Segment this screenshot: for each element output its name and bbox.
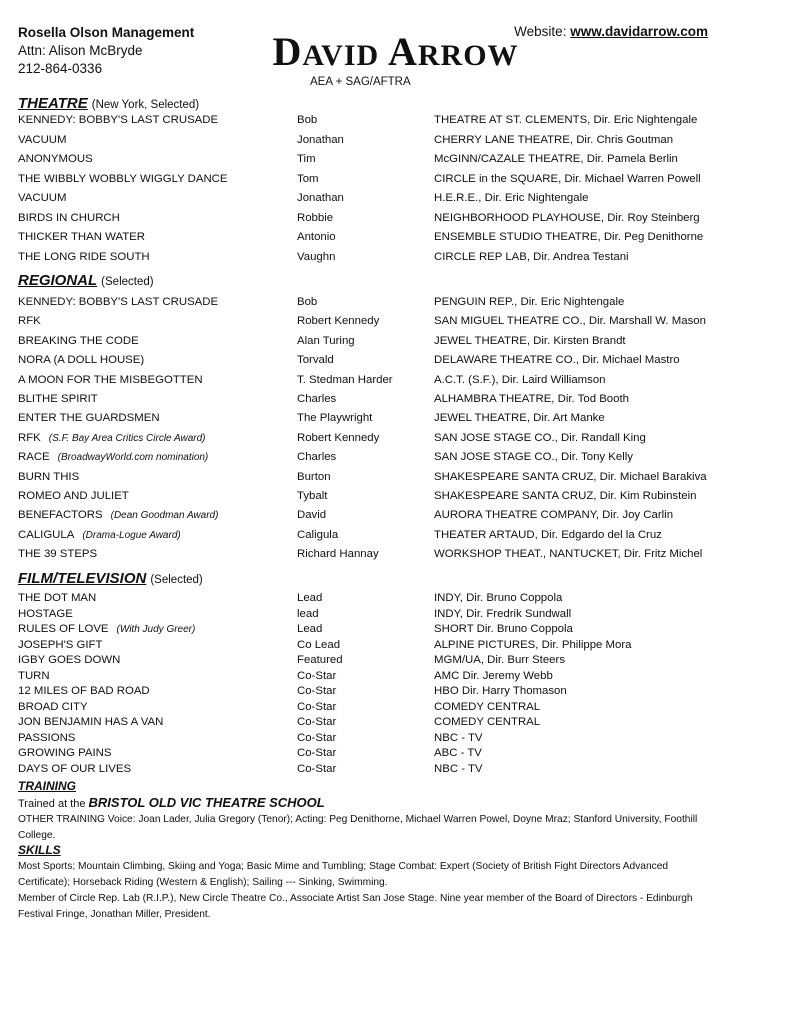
credit-title-text: ROMEO AND JULIET — [18, 490, 129, 502]
credit-title — [18, 529, 181, 541]
credit-title-text: THICKER THAN WATER — [18, 231, 145, 243]
credit-venue: SHORT Dir. Bruno Coppola — [434, 623, 573, 635]
credit-title — [18, 747, 111, 759]
credit-role: Co-Star — [297, 669, 337, 682]
credit-role: Co-Star — [297, 685, 337, 697]
credit-title — [18, 701, 88, 713]
credit-venue: ALHAMBRA THEATRE, Dir. Tod Booth — [434, 393, 629, 405]
credit-title — [18, 134, 67, 146]
credit-role: Tybalt — [297, 490, 328, 502]
credit-role: Bob — [297, 114, 318, 126]
union-affiliations: AEA + SAG/AFTRA — [310, 76, 411, 88]
credit-venue: CIRCLE REP LAB, Dir. Andrea Testani — [434, 250, 629, 263]
credit-role: The Playwright — [297, 412, 373, 425]
credit-note: (Drama-Logue Award) — [82, 529, 181, 541]
credit-role: Co-Star — [297, 700, 337, 713]
name-first-rest: AVID — [302, 39, 380, 72]
credit-role: Burton — [297, 470, 331, 483]
credit-venue: NEIGHBORHOOD PLAYHOUSE, Dir. Roy Steinberg — [434, 211, 700, 224]
credit-title-text: THE LONG RIDE SOUTH — [18, 250, 150, 263]
credit-note: (S.F. Bay Area Critics Circle Award) — [48, 432, 206, 444]
credit-title-text: DAYS OF OUR LIVES — [18, 762, 132, 775]
credit-title — [18, 592, 96, 604]
credit-role: Vaughn — [297, 250, 336, 263]
credit-venue: ALPINE PICTURES, Dir. Philippe Mora — [434, 638, 632, 651]
credit-note: (Dean Goodman Award) — [110, 510, 219, 522]
credit-title — [18, 173, 228, 185]
credit-venue: ENSEMBLE STUDIO THEATRE, Dir. Peg Denithorne — [434, 231, 704, 243]
credit-title — [18, 623, 195, 635]
credit-role: Co-Star — [297, 747, 337, 759]
credit-title — [18, 639, 102, 651]
credit-title — [18, 251, 150, 263]
credit-venue: WORKSHOP THEAT., NANTUCKET, Dir. Fritz Michel — [434, 548, 703, 561]
credit-title-text: ENTER THE GUARDSMEN — [18, 412, 160, 425]
credit-title-text: BROAD CITY — [18, 700, 88, 713]
credit-title — [18, 212, 120, 224]
credit-venue: HBO Dir. Harry Thomason — [434, 685, 567, 697]
credit-title — [18, 192, 67, 204]
credit-title-text: VACUUM — [18, 192, 67, 204]
credit-title — [18, 490, 129, 502]
credit-venue: A.C.T. (S.F.), Dir. Laird Williamson — [434, 373, 606, 386]
credit-venue: SAN MIGUEL THEATRE CO., Dir. Marshall W. Mason — [434, 315, 706, 328]
actor-name — [0, 28, 791, 75]
credit-title-text: BURN THIS — [18, 470, 80, 483]
name-first-initial: D — [272, 29, 303, 74]
credit-title-text: A MOON FOR THE MISBEGOTTEN — [18, 373, 203, 386]
regional-title: REGIONAL — [18, 272, 98, 289]
credit-title-text: ANONYMOUS — [18, 153, 93, 165]
credit-venue: INDY, Dir. Bruno Coppola — [434, 592, 563, 604]
credit-role: Caligula — [297, 528, 339, 541]
theatre-title: THEATRE — [18, 95, 88, 112]
credit-title-text: KENNEDY: BOBBY'S LAST CRUSADE — [18, 114, 219, 126]
film-subtitle: (Selected) — [150, 574, 203, 586]
credit-role: Co Lead — [297, 638, 341, 651]
credit-role: Bob — [297, 296, 318, 308]
credit-title — [18, 654, 120, 666]
credit-title-text: JON BENJAMIN HAS A VAN — [18, 716, 164, 728]
film-title: FILM/TELEVISION — [18, 570, 147, 587]
credit-title-text: CALIGULA — [18, 528, 75, 541]
credit-title-text: BENEFACTORS — [18, 509, 103, 522]
credit-venue: PENGUIN REP., Dir. Eric Nightengale — [434, 296, 625, 308]
credit-role: Torvald — [297, 354, 334, 367]
credit-venue: NBC - TV — [434, 762, 483, 775]
credit-venue: MGM/UA, Dir. Burr Steers — [434, 654, 566, 666]
credit-title-text: BREAKING THE CODE — [18, 334, 139, 347]
credit-venue: SAN JOSE STAGE CO., Dir. Randall King — [434, 431, 646, 444]
membership-text: Member of Circle Rep. Lab (R.I.P.), New Circle Theatre Co., Associate Artist San Jose Stage. Nine year member of the Board of Directors - Edinburgh Festival Fringe, Jonathan Miller, President. — [18, 893, 693, 920]
credit-title — [18, 732, 75, 744]
credit-role: Tom — [297, 172, 319, 185]
credit-title-text: RFK — [18, 431, 41, 444]
credit-venue: COMEDY CENTRAL — [434, 716, 541, 728]
credit-title-text: HOSTAGE — [18, 607, 73, 620]
theatre-heading — [18, 95, 199, 112]
credit-title — [18, 114, 218, 126]
agency-contact: Attn: Alison McBryde — [18, 43, 143, 58]
credit-title-text: THE DOT MAN — [18, 592, 97, 604]
credit-role: Jonathan — [297, 192, 344, 204]
film-heading — [18, 570, 203, 587]
credit-role: Charles — [297, 451, 337, 464]
credit-title — [18, 471, 79, 483]
credit-title — [18, 374, 203, 386]
credit-title — [18, 763, 131, 775]
credit-title-text: THE 39 STEPS — [18, 548, 98, 561]
trained-prefix: Trained at the — [18, 798, 89, 810]
trained-at — [18, 795, 325, 810]
other-training: OTHER TRAINING Voice: Joan Lader, Julia Gregory (Tenor); Acting: Peg Denithorne, Michael Warren Powel, Doyne Mraz; Stanford University, Foothill College. — [18, 814, 698, 841]
credit-title-text: JOSEPH'S GIFT — [18, 638, 103, 651]
credit-role: Jonathan — [297, 133, 344, 146]
credit-title — [18, 716, 163, 728]
credit-venue: DELAWARE THEATRE CO., Dir. Michael Mastro — [434, 354, 680, 367]
credit-title-text: NORA (A DOLL HOUSE) — [18, 354, 145, 367]
credit-venue: SHAKESPEARE SANTA CRUZ, Dir. Michael Barakiva — [434, 470, 707, 483]
credit-venue: THEATER ARTAUD, Dir. Edgardo del la Cruz — [434, 528, 662, 541]
credit-venue: CIRCLE in the SQUARE, Dir. Michael Warren Powell — [434, 172, 701, 185]
agency-name: Rosella Olson Management — [18, 25, 195, 40]
regional-heading — [18, 272, 154, 289]
theatre-subtitle: (New York, Selected) — [91, 99, 200, 111]
credit-title — [18, 432, 206, 444]
name-last-rest: RROW — [417, 39, 519, 72]
credit-title-text: VACUUM — [18, 133, 67, 146]
credit-title — [18, 685, 150, 697]
credit-venue: JEWEL THEATRE, Dir. Kirsten Brandt — [434, 334, 626, 347]
credit-role: Co-Star — [297, 731, 337, 744]
credit-role: Antonio — [297, 231, 336, 243]
credit-venue: H.E.R.E., Dir. Eric Nightengale — [434, 192, 589, 204]
credit-title — [18, 509, 218, 521]
credit-role: David — [297, 509, 327, 522]
credit-title-text: BLITHE SPIRIT — [18, 393, 98, 405]
credit-title — [18, 231, 145, 243]
credit-role: Featured — [297, 654, 343, 666]
credit-title-text: THE WIBBLY WOBBLY WIGGLY DANCE — [18, 172, 228, 185]
credit-role: Robert Kennedy — [297, 315, 380, 328]
school-name: BRISTOL OLD VIC THEATRE SCHOOL — [88, 795, 325, 810]
credit-title — [18, 670, 50, 682]
credit-venue: THEATRE AT ST. CLEMENTS, Dir. Eric Nightengale — [434, 114, 698, 126]
credit-venue: SAN JOSE STAGE CO., Dir. Tony Kelly — [434, 451, 633, 464]
credit-role: Lead — [297, 623, 323, 635]
credit-role: Alan Turing — [297, 334, 355, 347]
credit-note: (BroadwayWorld.com nomination) — [57, 452, 209, 464]
credit-title-text: BIRDS IN CHURCH — [18, 211, 120, 224]
credit-role: Robbie — [297, 211, 334, 224]
credit-role: Charles — [297, 393, 337, 405]
credit-title — [18, 296, 218, 308]
credit-venue: AURORA THEATRE COMPANY, Dir. Joy Carlin — [434, 509, 674, 522]
credit-title — [18, 315, 41, 327]
credit-title — [18, 451, 208, 463]
credit-title-text: 12 MILES OF BAD ROAD — [18, 685, 150, 697]
website-label: Website: — [514, 24, 571, 39]
credit-venue: SHAKESPEARE SANTA CRUZ, Dir. Kim Rubinstein — [434, 490, 697, 502]
credit-title-text: GROWING PAINS — [18, 747, 112, 759]
regional-subtitle: (Selected) — [101, 276, 154, 288]
credit-title-text: KENNEDY: BOBBY'S LAST CRUSADE — [18, 296, 219, 308]
credit-title-text: TURN — [18, 669, 50, 682]
credit-title — [18, 153, 93, 165]
credit-venue: McGINN/CAZALE THEATRE, Dir. Pamela Berlin — [434, 153, 678, 165]
credit-venue: COMEDY CENTRAL — [434, 700, 541, 713]
credit-venue: JEWEL THEATRE, Dir. Art Manke — [434, 412, 605, 425]
agency-phone: 212-864-0336 — [18, 61, 103, 76]
credit-title-text: RULES OF LOVE — [18, 623, 109, 635]
credit-venue: CHERRY LANE THEATRE, Dir. Chris Goutman — [434, 133, 674, 146]
website-link[interactable]: www.davidarrow.com — [570, 24, 708, 39]
credit-role: lead — [297, 607, 319, 620]
credit-role: Lead — [297, 592, 323, 604]
credit-title-text: RFK — [18, 315, 41, 328]
credit-role: Richard Hannay — [297, 548, 379, 561]
credit-venue: INDY, Dir. Fredrik Sundwall — [434, 607, 572, 620]
credit-venue: ABC - TV — [434, 747, 482, 759]
credit-venue: NBC - TV — [434, 731, 483, 744]
credit-role: T. Stedman Harder — [297, 373, 393, 386]
credit-title — [18, 354, 144, 366]
skills-heading: SKILLS — [18, 843, 61, 857]
credit-role: Co-Star — [297, 762, 337, 775]
credit-note: (With Judy Greer) — [116, 624, 196, 635]
credit-title — [18, 548, 97, 560]
credit-title-text: PASSIONS — [18, 731, 76, 744]
name-last-initial: A — [387, 29, 418, 74]
credit-title — [18, 608, 73, 620]
credit-title — [18, 393, 98, 405]
skills-text: Most Sports; Mountain Climbing, Skiing and Yoga; Basic Mime and Tumbling; Stage Combat: Expert (Society of British Fight Directors Advanced Certificate); Horseback Riding (Western & English); Sailing --- Sinking, Swimming. — [18, 861, 669, 888]
credit-role: Co-Star — [297, 716, 337, 728]
credit-title-text: RACE — [18, 451, 50, 464]
credit-title — [18, 412, 160, 424]
credit-title — [18, 335, 139, 347]
training-heading: TRAINING — [18, 779, 76, 793]
credit-role: Tim — [297, 153, 316, 165]
credit-title-text: IGBY GOES DOWN — [18, 654, 121, 666]
credit-role: Robert Kennedy — [297, 431, 380, 444]
credit-venue: AMC Dir. Jeremy Webb — [434, 669, 553, 682]
